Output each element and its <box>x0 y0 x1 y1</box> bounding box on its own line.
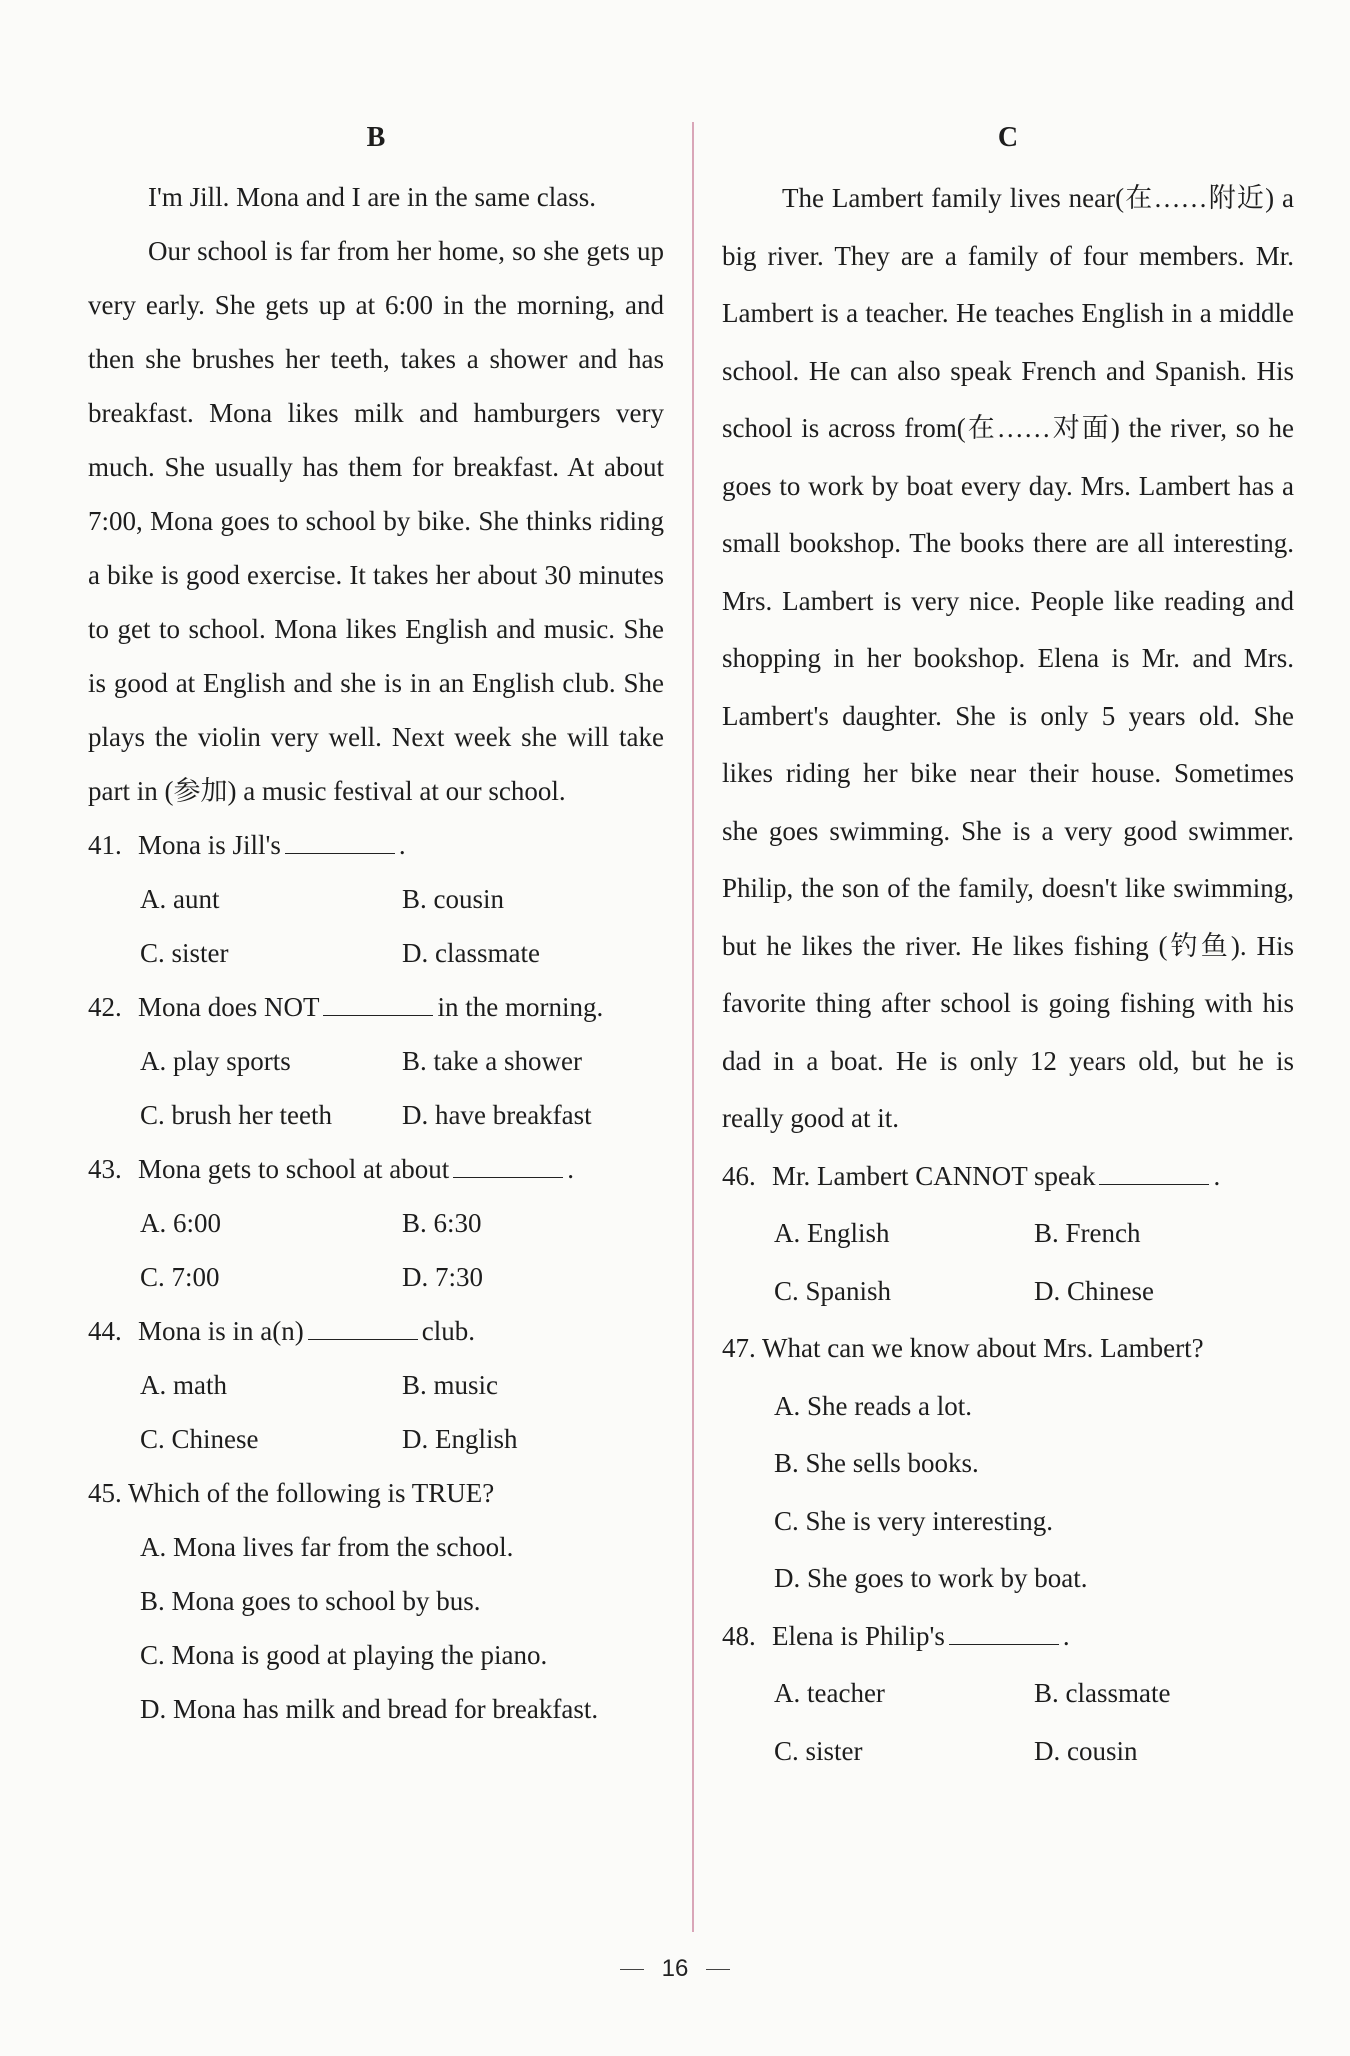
question-text-end: . <box>1213 1160 1221 1191</box>
option-d[interactable]: D. classmate <box>402 938 540 968</box>
option-c[interactable]: C. 7:00 <box>140 1262 220 1292</box>
option-c[interactable]: C. Mona is good at playing the piano. <box>140 1640 548 1670</box>
page-number: 16 <box>661 1955 689 1982</box>
question-45 <box>88 1466 664 1736</box>
option-b[interactable]: B. take a shower <box>402 1046 582 1076</box>
option-a[interactable]: A. teacher <box>774 1678 885 1708</box>
answer-blank[interactable] <box>453 1155 563 1178</box>
option-c[interactable]: C. brush her teeth <box>140 1100 332 1130</box>
question-text: Mona does NOT <box>138 992 320 1022</box>
option-a[interactable]: A. She reads a lot. <box>774 1390 972 1421</box>
passage-c-text <box>722 170 1294 1148</box>
question-text: Elena is Philip's <box>772 1620 945 1651</box>
option-b[interactable]: B. music <box>402 1370 499 1400</box>
option-a[interactable]: A. aunt <box>140 884 220 914</box>
passage-b-text <box>88 170 664 818</box>
answer-blank[interactable] <box>1099 1162 1209 1185</box>
answer-blank[interactable] <box>323 993 433 1016</box>
option-b[interactable]: B. 6:30 <box>402 1208 482 1238</box>
question-number: 44. <box>88 1316 122 1346</box>
question-text: Mr. Lambert CANNOT speak <box>772 1160 1096 1191</box>
answer-blank[interactable] <box>308 1317 418 1340</box>
question-text-end: club. <box>421 1316 475 1346</box>
option-c[interactable]: C. sister <box>140 938 229 968</box>
option-b[interactable]: B. classmate <box>1034 1678 1171 1708</box>
option-d[interactable]: D. have breakfast <box>402 1100 592 1130</box>
option-c[interactable]: C. Spanish <box>774 1275 892 1306</box>
question-text: 47. What can we know about Mrs. Lambert? <box>722 1333 1204 1363</box>
question-text: Mona is Jill's <box>138 830 281 860</box>
option-d[interactable]: D. She goes to work by boat. <box>774 1563 1088 1593</box>
question-text-end: in the morning. <box>437 992 604 1022</box>
option-b[interactable]: B. Mona goes to school by bus. <box>140 1586 481 1616</box>
passage-b-paragraph-1: I'm Jill. Mona and I are in the same class. <box>148 182 596 212</box>
question-43 <box>88 1142 664 1304</box>
question-text: 45. Which of the following is TRUE? <box>88 1478 495 1508</box>
option-b[interactable]: B. She sells books. <box>774 1448 979 1478</box>
question-number: 43. <box>88 1154 122 1184</box>
column-divider <box>692 122 694 1932</box>
question-number: 41. <box>88 830 122 860</box>
option-c[interactable]: C. She is very interesting. <box>774 1505 1053 1536</box>
question-text-end: . <box>567 1154 574 1184</box>
option-a[interactable]: A. English <box>774 1218 890 1248</box>
question-text-end: . <box>398 830 406 860</box>
passage-b-paragraph-2: Our school is far from her home, so she gets up very early. She gets up at 6:00 in the morning, and then she brushes her teeth, takes a shower and has breakfast. Mona likes milk and hamburgers very much. She usually has them for breakfast. At about 7:00, Mona goes to school by bike. She thinks riding a bike is good exercise. It takes her about 30 minutes to get to school. Mona likes English and music. She is good at English and she is in an English club. She plays the violin very well. Next week she will take part in (参加) a music festival at our school. <box>88 236 664 806</box>
answer-blank[interactable] <box>285 831 395 854</box>
question-number: 42. <box>88 992 122 1022</box>
option-b[interactable]: B. cousin <box>402 884 505 914</box>
question-text: Mona is in a(n) <box>138 1316 304 1346</box>
question-number: 48. <box>722 1620 756 1651</box>
question-47 <box>722 1320 1294 1608</box>
passage-c-heading: C <box>997 122 1019 153</box>
question-48 <box>722 1608 1294 1781</box>
question-text: Mona gets to school at about <box>138 1154 450 1184</box>
question-44 <box>88 1304 664 1466</box>
option-d[interactable]: D. Chinese <box>1034 1275 1154 1306</box>
footer-dash-left <box>620 1969 644 1971</box>
question-41 <box>88 818 664 980</box>
passage-c-column <box>722 118 1294 1780</box>
option-a[interactable]: A. play sports <box>140 1046 291 1076</box>
passage-b-column <box>88 118 664 1736</box>
option-d[interactable]: D. Mona has milk and bread for breakfast. <box>140 1694 599 1724</box>
answer-blank[interactable] <box>949 1622 1059 1645</box>
passage-c-paragraph: The Lambert family lives near(在……附近) a big river. They are a family of four members. Mr. Lambert is a teacher. He teaches English in a middle school. He can also speak French and Spanish. His school is across from(在……对面) the river, so he goes to work by boat every day. Mrs. Lambert has a small bookshop. The books there are all interesting. Mrs. Lambert is very nice. People like reading and shopping in her bookshop. Elena is Mr. and Mrs. Lambert's daughter. She is only 5 years old. She likes riding her bike near their house. Sometimes she goes swimming. She is a very good swimmer. Philip, the son of the family, doesn't like swimming, but he likes the river. He likes fishing (钓鱼). His favorite thing after school is going fishing with his dad in a boat. He is only 12 years old, but he is really good at it. <box>722 183 1294 1133</box>
question-42 <box>88 980 664 1142</box>
page-footer <box>0 1955 1350 1983</box>
passage-b-heading: B <box>366 122 386 153</box>
option-d[interactable]: D. 7:30 <box>402 1262 483 1292</box>
question-46 <box>722 1148 1294 1321</box>
question-text-end: . <box>1062 1620 1070 1651</box>
option-a[interactable]: A. math <box>140 1370 227 1400</box>
option-a[interactable]: A. Mona lives far from the school. <box>140 1532 514 1562</box>
option-b[interactable]: B. French <box>1034 1218 1141 1248</box>
option-c[interactable]: C. sister <box>774 1735 863 1766</box>
option-c[interactable]: C. Chinese <box>140 1424 259 1454</box>
option-d[interactable]: D. English <box>402 1424 518 1454</box>
option-a[interactable]: A. 6:00 <box>140 1208 221 1238</box>
option-d[interactable]: D. cousin <box>1034 1735 1138 1766</box>
footer-dash-right <box>706 1969 730 1971</box>
question-number: 46. <box>722 1160 756 1191</box>
